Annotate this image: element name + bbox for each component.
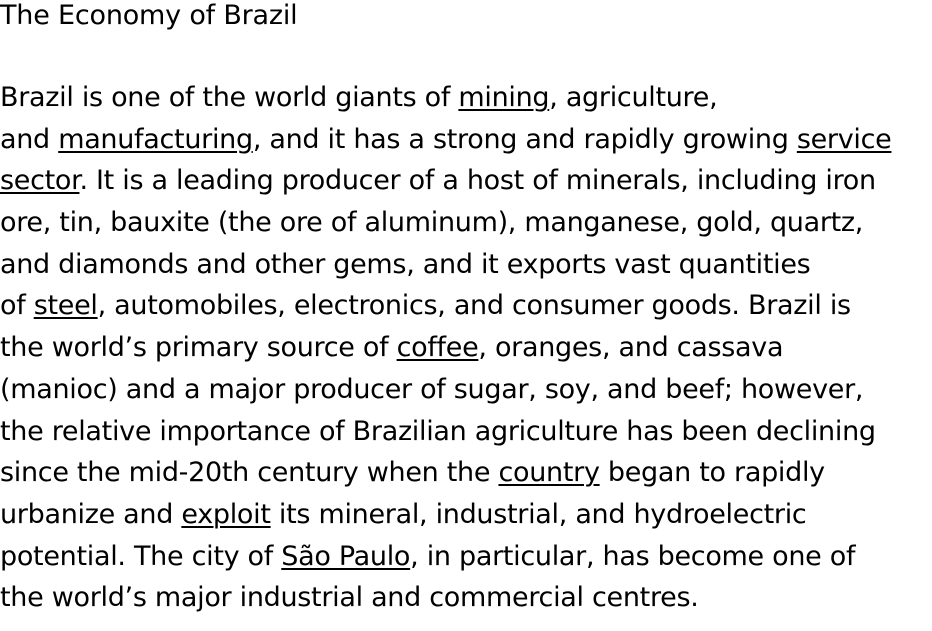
link-mining[interactable]: mining — [458, 82, 550, 113]
text-segment: ore, tin, bauxite (the ore of aluminum), manganese, gold, quartz, — [0, 207, 864, 239]
link-service-sector[interactable]: service — [796, 123, 892, 155]
text-line — [0, 160, 932, 202]
text-line — [0, 411, 932, 453]
text-segment: its mineral, industrial, and hydroelectric — [270, 498, 807, 530]
text-segment: the world’s major industrial and commercial centres. — [0, 582, 699, 614]
link-sao-paulo[interactable]: São Paulo — [281, 540, 411, 572]
link-manufacturing[interactable]: manufacturing — [58, 123, 253, 155]
text-line — [0, 285, 932, 327]
text-segment: , and it has a strong and rapidly growing — [252, 123, 797, 155]
text-line — [0, 202, 932, 244]
link-service-sector[interactable]: sector — [0, 165, 80, 197]
document-body — [0, 77, 932, 619]
link-exploit[interactable]: exploit — [181, 498, 271, 530]
document-title: The Economy of Brazil — [0, 0, 298, 31]
text-segment: the relative importance of Brazilian agriculture has been declining — [0, 415, 876, 447]
text-segment: and — [0, 123, 59, 155]
text-line — [0, 327, 932, 369]
link-country[interactable]: country — [498, 457, 600, 489]
text-segment: since the mid-20th century when the — [0, 457, 499, 489]
text-segment: of — [0, 290, 34, 322]
text-segment: Brazil is one of the world giants of — [0, 82, 459, 113]
text-segment: . It is a leading producer of a host of minerals, including iron — [79, 165, 876, 197]
text-segment: began to rapidly — [599, 457, 825, 489]
text-segment: the world’s primary source of — [0, 332, 397, 364]
link-coffee[interactable]: coffee — [396, 332, 479, 364]
text-segment: (manioc) and a major producer of sugar, soy, and beef; however, — [0, 373, 864, 405]
text-segment: , agriculture, — [549, 82, 718, 113]
text-segment: and diamonds and other gems, and it exports vast quantities — [0, 248, 811, 280]
text-line — [0, 244, 932, 286]
text-segment: , automobiles, electronics, and consumer goods. Brazil is — [97, 290, 851, 322]
text-line — [0, 577, 932, 619]
text-segment: urbanize and — [0, 498, 182, 530]
text-line — [0, 369, 932, 411]
text-line — [0, 77, 932, 119]
text-segment: , oranges, and cassava — [478, 332, 784, 364]
text-line — [0, 494, 932, 536]
text-line — [0, 452, 932, 494]
text-segment: , in particular, has become one of — [410, 540, 856, 572]
text-segment: potential. The city of — [0, 540, 282, 572]
link-steel[interactable]: steel — [33, 290, 98, 322]
text-line — [0, 119, 932, 161]
text-line — [0, 536, 932, 578]
